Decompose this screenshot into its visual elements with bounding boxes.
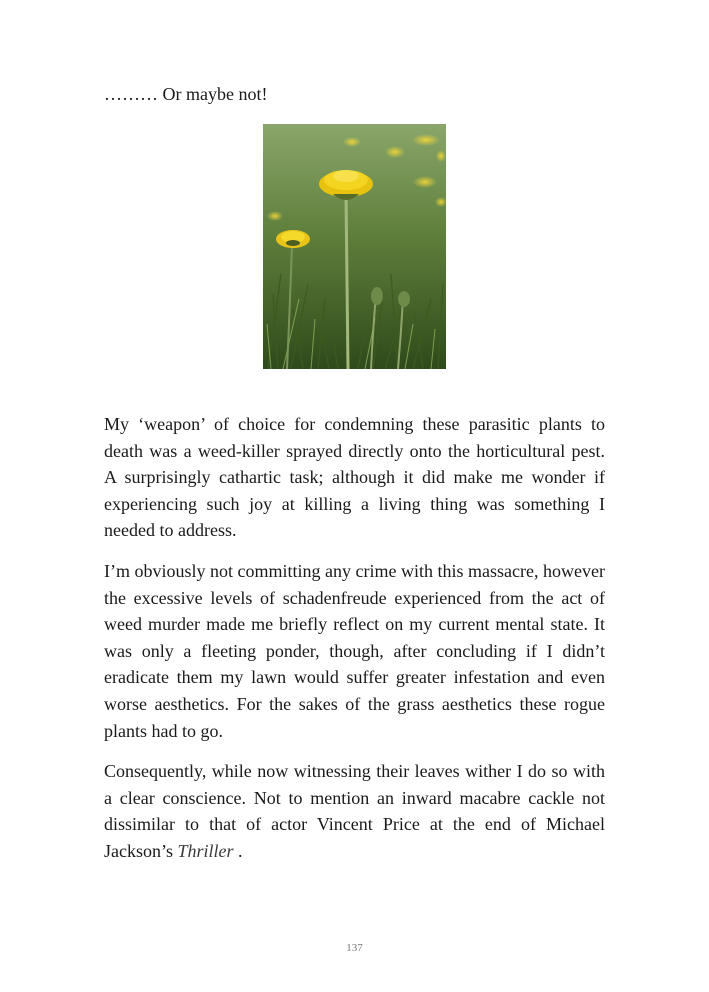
dandelion-photo — [263, 124, 446, 369]
paragraph-1: My ‘weapon’ of choice for condemning these parasitic plants to death was a weed-killer sprayed directly onto the horticultural pest. A surprisingly cathartic task; although it did make me wonder if experiencing such joy at killing a living thing was something I needed to address. — [104, 414, 605, 541]
dandelion-photo-graphic — [263, 124, 446, 369]
section-heading: ……… Or maybe not! — [104, 84, 268, 104]
thriller-title: Thriller — [177, 840, 234, 861]
paragraph-2: I’m obviously not committing any crime with this massacre, however the excessive levels of schadenfreude experienced from the act of weed murder made me briefly reflect on my current mental state. It was only a fleeting ponder, though, after concluding if I didn’t eradicate them my lawn would suffer greater infestation and even worse aesthetics. For the sakes of the grass aesthetics these rogue plants had to go. — [104, 560, 605, 741]
article-body — [104, 411, 605, 879]
page-number: 137 — [346, 942, 363, 954]
paragraph-3-end: . — [233, 840, 243, 861]
paragraph-3-text: Consequently, while now witnessing their leaves wither I do so with a clear conscience. Not to mention an inward macabre cackle not dissimilar to that of actor Vincent Price at the end of Michael Jackson’s — [104, 761, 605, 861]
paragraph-3 — [104, 758, 605, 864]
